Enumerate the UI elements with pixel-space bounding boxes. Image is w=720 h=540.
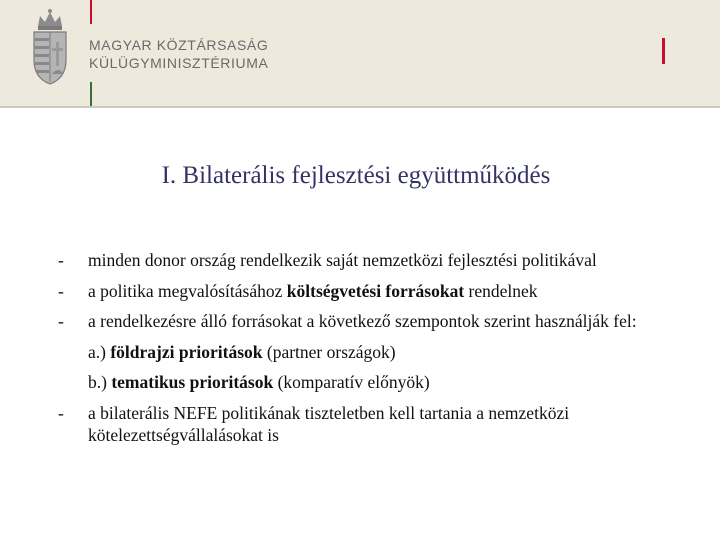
bullet-dash: - bbox=[58, 280, 64, 301]
bullet-item-2 bbox=[58, 280, 668, 303]
accent-line-green-bottom bbox=[90, 82, 92, 106]
bullet-text-2-bold: költségvetési forrásokat bbox=[286, 280, 465, 301]
bullet-text-4: a bilaterális NEFE politikának tiszteletben kell tartania a nemzetközi kötelezettségvállalásokat is bbox=[88, 402, 570, 445]
bullet-dash: - bbox=[58, 250, 64, 270]
bullet-text-2-after: rendelnek bbox=[464, 280, 538, 301]
bullet-text-1: minden donor ország rendelkezik saját nemzetközi fejlesztési politikával bbox=[88, 250, 597, 270]
bullet-item-4 bbox=[58, 402, 668, 447]
bullet-list bbox=[58, 249, 668, 447]
sub-b-after: (komparatív előnyök) bbox=[273, 372, 430, 392]
sub-item-a bbox=[58, 341, 668, 364]
accent-line-red-right bbox=[662, 38, 665, 64]
ministry-name bbox=[89, 36, 268, 72]
bullet-item-1 bbox=[58, 249, 668, 272]
sub-a-prefix: a.) bbox=[88, 341, 111, 362]
sub-a-bold: földrajzi prioritások bbox=[110, 341, 263, 362]
header-divider bbox=[0, 106, 720, 108]
bullet-item-3 bbox=[58, 310, 668, 333]
bullet-dash: - bbox=[58, 311, 64, 331]
ministry-line-2: KÜLÜGYMINISZTÉRIUMA bbox=[89, 55, 269, 71]
sub-item-b bbox=[58, 371, 668, 394]
bullet-text-2-before: a politika megvalósításához bbox=[88, 280, 287, 301]
sub-b-prefix: b.) bbox=[88, 372, 112, 392]
hungarian-coat-of-arms-icon bbox=[30, 8, 70, 88]
page-title: I. Bilaterális fejlesztési együttműködés bbox=[161, 162, 551, 189]
bullet-text-3: a rendelkezésre álló forrásokat a következő szempontok szerint használják fel: bbox=[88, 311, 637, 331]
sub-b-bold: tematikus prioritások bbox=[111, 372, 274, 392]
bullet-dash: - bbox=[58, 402, 64, 423]
ministry-line-1: MAGYAR KÖZTÁRSASÁG bbox=[89, 37, 269, 53]
accent-line-red-top bbox=[90, 0, 92, 24]
sub-a-after: (partner országok) bbox=[262, 341, 396, 362]
